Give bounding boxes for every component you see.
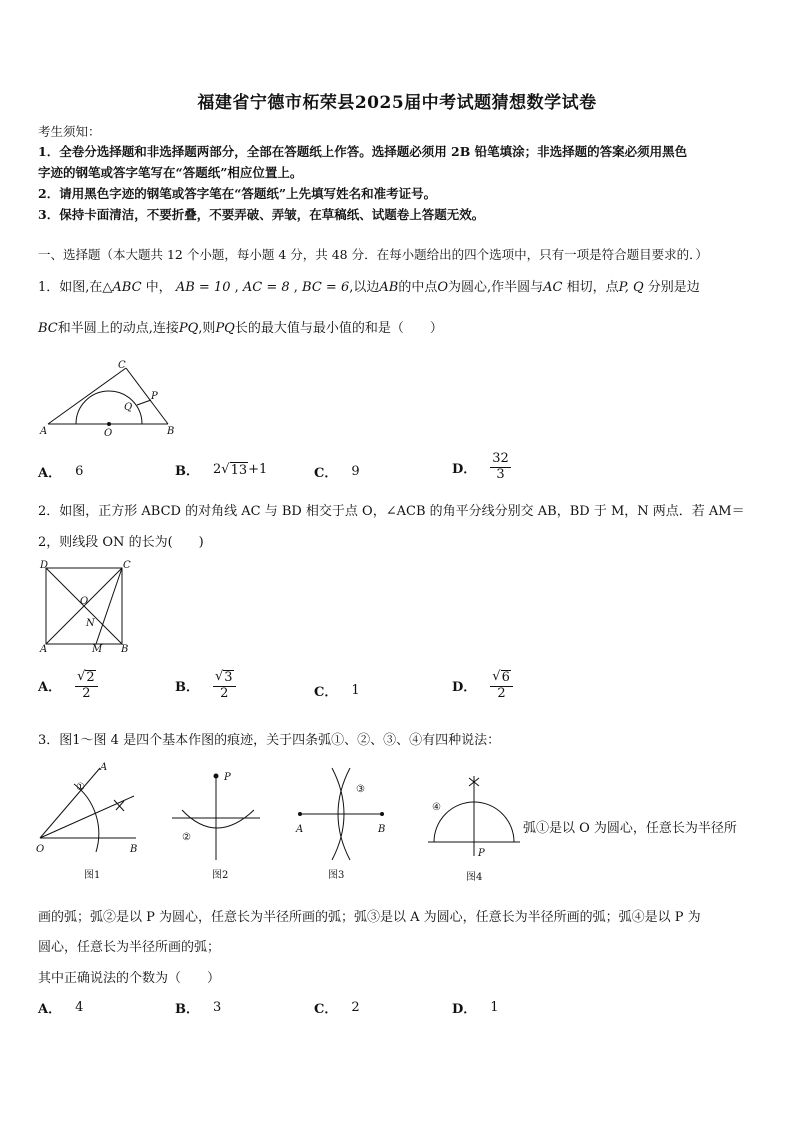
q2-fig-label-b: B: [121, 644, 129, 654]
notice-heading: 考生须知：: [38, 124, 101, 139]
q2-figure: [36, 558, 136, 654]
q3-figure-1: [34, 756, 149, 884]
q3-f3-label-b: B: [378, 824, 386, 835]
q2-choice-b: B． √ 3 2: [175, 670, 236, 702]
q3-line-2: 画的弧；弧②是以 P 为圆心，任意长为半径所画的弧；弧③是以 A 为圆心，任意长为半径所画的弧；弧④是以 P 为: [38, 910, 701, 925]
q3-choice-a: A． 4: [38, 1000, 84, 1017]
q3-f1-label-b: B: [130, 844, 138, 855]
q2-fig-label-o: O: [80, 596, 89, 607]
q3-line-1: 3．图1～图 4 是四个基本作图的痕迹，关于四条弧①、②、③、④有四种说法：: [38, 733, 501, 748]
q2-choice-a: A． √ 2 2: [38, 670, 98, 702]
q2-line-1: 2．如图，正方形 ABCD 的对角线 AC 与 BD 相交于点 O，∠ACB 的角平分线分别交 AB，BD 于 M，N 两点．若 AM＝: [38, 504, 745, 519]
section-heading: 一、选择题（本大题共 12 个小题，每小题 4 分，共 48 分．在每小题给出的四个选项中，只有一项是符合题目要求的．）: [38, 247, 708, 262]
q3-f1-label-o: O: [36, 844, 45, 855]
q2-fig-label-c: C: [123, 560, 131, 571]
q2-choice-d: D． √ 6 2: [452, 670, 513, 702]
q1-fig-label-p: P: [151, 391, 158, 402]
q1-choice-d: D． $\frac{32}{3}$: [452, 451, 509, 482]
q2-fig-label-d: D: [40, 560, 49, 571]
q3-f3-caption: 图3: [328, 870, 345, 881]
q1-fig-label-o: O: [104, 428, 113, 439]
q1-choice-b: B． 2 √ 13 +1: [175, 461, 268, 479]
q3-f2-caption: 图2: [212, 870, 229, 881]
q3-f1-caption: 图1: [84, 870, 101, 881]
notice-line-3: 2．请用黑色字迹的钢笔或答字笔在“答题纸”上先填写姓名和准考证号。: [38, 186, 437, 201]
q1-line-1: 1．如图,在△ABC 中， AB = 10 , AC = 8 , BC = 6,以边AB的中点O为圆心,作半圆与AC 相切，点P, Q 分别是边: [38, 280, 700, 295]
q3-f4-arc-label: ④: [432, 802, 441, 813]
q3-choice-b: B． 3: [175, 1000, 222, 1017]
q2-fig-label-n: N: [86, 618, 95, 629]
notice-line-1: 1．全卷分选择题和非选择题两部分，全部在答题纸上作答。选择题必须用 2B 铅笔填涂；非选择题的答案必须用黑色: [38, 144, 688, 159]
q1-fig-label-a: A: [40, 426, 48, 437]
page-title: 福建省宁德市柘荣县2025届中考试题猜想数学试卷: [197, 93, 597, 113]
q3-f3-arc-label: ③: [356, 784, 365, 795]
q1-fig-label-b: B: [167, 426, 175, 437]
q3-line-4: 其中正确说法的个数为（ ）: [38, 971, 221, 986]
q1-line-2: BC和半圆上的动点,连接PQ,则PQ长的最大值与最小值的和是（ ）: [38, 321, 443, 336]
q3-side-text: 弧①是以 O 为圆心，任意长为半径所: [523, 821, 737, 836]
q2-fig-label-m: M: [92, 644, 103, 654]
q1-fig-label-c: C: [118, 360, 126, 371]
q3-f2-arc-label: ②: [182, 832, 191, 843]
q3-figure-2: [168, 760, 268, 884]
q2-line-2: 2，则线段 ON 的长为( ): [38, 535, 204, 550]
q1-figure: [38, 356, 183, 440]
q3-choice-d: D． 1: [452, 1000, 499, 1017]
notice-line-2: 字迹的钢笔或答字笔写在“答题纸”相应位置上。: [38, 165, 303, 180]
q3-f2-label-p: P: [224, 772, 231, 783]
q3-line-3: 圆心，任意长为半径所画的弧；: [38, 940, 221, 955]
q1-choice-a: A． 6: [38, 464, 84, 481]
q3-f4-label-p: P: [478, 848, 485, 859]
q1-fig-label-q: Q: [124, 402, 133, 413]
q3-choice-c: C． 2: [314, 1000, 360, 1017]
notice-line-4: 3．保持卡面清洁，不要折叠，不要弄破、弄皱，在草稿纸、试题卷上答题无效。: [38, 207, 485, 222]
q2-fig-label-a: A: [40, 644, 48, 654]
q2-choice-c: C． 1: [314, 683, 360, 700]
q1-choice-c: C． 9: [314, 464, 360, 481]
q3-figure-3: [294, 762, 394, 884]
q3-f3-label-a: A: [296, 824, 304, 835]
q3-f1-label-a: A: [100, 762, 108, 773]
q3-f4-caption: 图4: [466, 872, 483, 883]
q3-f1-arc-label: ①: [76, 782, 85, 793]
q3-figure-4: [426, 772, 526, 884]
